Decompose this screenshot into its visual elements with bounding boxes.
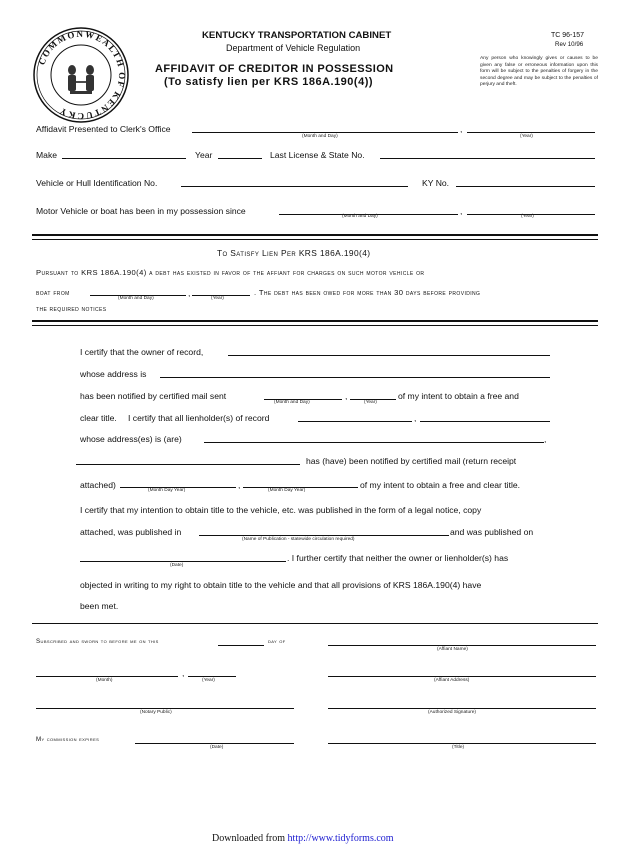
owner-label: I certify that the owner of record, <box>80 347 204 357</box>
intent-text-2: of my intent to obtain a free and clear title. <box>360 480 521 490</box>
month-day-year-caption: (Month Day Year) <box>148 488 186 493</box>
been-met-text: been met. <box>80 601 119 611</box>
divider <box>32 234 598 236</box>
comma: , <box>345 391 348 401</box>
penalty-notice: Any person who knowingly gives or causes to be given any false or erroneous information upon this form will be subject to the penalties of forgery in the second degree and may be subject to the penalties of perjury and theft. <box>480 56 598 88</box>
month-field[interactable] <box>36 676 178 677</box>
comma: , <box>188 288 191 298</box>
last-license-field[interactable] <box>380 158 595 159</box>
required-notices-text: the required notices <box>36 306 107 313</box>
revision: Rev 10/96 <box>555 41 584 48</box>
comma: , <box>414 413 417 423</box>
title-caption: (Title) <box>452 745 465 750</box>
section-heading: To Satisfy Lien Per KRS 186A.190(4) <box>217 248 371 258</box>
lienholders-label: I certify that all lienholder(s) of record <box>128 413 270 423</box>
notary-field[interactable] <box>36 708 294 709</box>
addresses-label: whose address(es) is (are) <box>80 434 182 444</box>
lienholder-address-field-2[interactable] <box>76 464 300 465</box>
address-label: whose address is <box>80 369 147 379</box>
objected-text: objected in writing to my right to obtain title to the vehicle and that all provisions of KRS 186A.190(4) have <box>80 580 482 590</box>
year-caption: (Year) <box>211 296 224 301</box>
further-certify-text: . I further certify that neither the owner or lienholder(s) has <box>287 553 509 563</box>
debt-owed-text: . The debt has been owed for more than 30 days before providing <box>254 288 481 297</box>
ky-no-label: KY No. <box>422 178 450 188</box>
title-field[interactable] <box>328 743 596 744</box>
attached-text: attached) <box>80 480 116 490</box>
owner-field[interactable] <box>228 355 550 356</box>
sig-year-field[interactable] <box>188 676 236 677</box>
month-day-year-caption: (Month Day Year) <box>268 488 306 493</box>
intent-text: of my intent to obtain a free and <box>398 391 519 401</box>
possession-label: Motor Vehicle or boat has been in my possession since <box>36 206 246 216</box>
year-caption: (Year) <box>521 214 534 219</box>
vin-field[interactable] <box>181 186 408 187</box>
year-caption: (Year) <box>202 678 215 683</box>
subscribed-text: Subscribed and sworn to before me on this <box>36 638 159 645</box>
lienholder-field-1[interactable] <box>298 421 412 422</box>
authorized-signature-field[interactable] <box>328 708 596 709</box>
month-day-caption: (Month and Day) <box>118 296 154 301</box>
affiant-name-caption: (Affiant Name) <box>437 647 468 652</box>
publication-field[interactable] <box>199 535 449 536</box>
month-day-caption: (Month and Day) <box>302 134 338 139</box>
date-caption: (Date) <box>170 563 184 568</box>
day-field[interactable] <box>218 645 264 646</box>
commission-text: My commission expires <box>36 736 100 743</box>
publication-caption: (Name of Publication - statewide circulation required) <box>242 537 355 542</box>
comma: , <box>238 480 241 490</box>
affidavit-month-day-field[interactable] <box>192 132 458 133</box>
make-label: Make <box>36 150 58 160</box>
ky-no-field[interactable] <box>456 186 595 187</box>
downloaded-from-text: Downloaded from <box>212 833 286 844</box>
day-of-text: day of <box>268 638 286 645</box>
published-in-label: attached, was published in <box>80 527 182 537</box>
footer-link[interactable]: http://www.tidyforms.com <box>287 833 394 844</box>
vin-label: Vehicle or Hull Identification No. <box>36 178 158 188</box>
comma: , <box>544 434 547 444</box>
make-field[interactable] <box>62 158 186 159</box>
affidavit-year-field[interactable] <box>467 132 595 133</box>
comma: , <box>460 206 463 216</box>
form-title: AFFIDAVIT OF CREDITOR IN POSSESSION <box>155 63 394 75</box>
year-field[interactable] <box>218 158 262 159</box>
comma: , <box>182 668 185 678</box>
divider <box>32 623 598 624</box>
month-caption: (Month) <box>96 678 113 683</box>
lienholder-address-field[interactable] <box>204 442 544 443</box>
lienholder-field-2[interactable] <box>420 421 550 422</box>
form-subtitle: (To satisfy lien per KRS 186A.190(4)) <box>164 76 374 88</box>
divider <box>32 325 598 326</box>
affidavit-label: Affidavit Presented to Clerk's Office <box>36 124 171 134</box>
divider <box>32 320 598 322</box>
notary-caption: (Notary Public) <box>140 710 172 715</box>
commission-date-field[interactable] <box>135 743 294 744</box>
affiant-address-caption: (Affiant Address) <box>434 678 470 683</box>
boat-from-label: boat from <box>36 288 70 297</box>
form-number: TC 96-157 <box>551 32 585 39</box>
affiant-name-field[interactable] <box>328 645 596 646</box>
year-caption: (Year) <box>364 400 377 405</box>
pursuant-text: Pursuant to KRS 186A.190(4) a debt has existed in favor of the affiant for charges on such motor vehicle or <box>36 268 425 277</box>
year-label: Year <box>195 150 213 160</box>
affiant-address-field[interactable] <box>328 676 596 677</box>
authorized-signature-caption: (Authorized Signature) <box>428 710 476 715</box>
footer-download <box>212 834 394 844</box>
svg-text:COMMONWEALTH OF KENTUCKY: COMMONWEALTH OF KENTUCKY <box>36 28 128 122</box>
owner-address-field[interactable] <box>160 377 550 378</box>
clear-title-text: clear title. <box>80 413 117 423</box>
date-caption: (Date) <box>210 745 224 750</box>
state-seal <box>32 26 130 124</box>
divider <box>32 239 598 240</box>
notified-label: has been notified by certified mail sent <box>80 391 227 401</box>
publication-date-field[interactable] <box>80 561 286 562</box>
published-on-label: and was published on <box>450 527 534 537</box>
month-day-caption: (Month and Day) <box>342 214 378 219</box>
department-name: Department of Vehicle Regulation <box>226 43 361 53</box>
month-day-caption: (Month and Day) <box>274 400 310 405</box>
have-been-text: has (have) been notified by certified mail (return receipt <box>306 456 517 466</box>
published-intent-text: I certify that my intention to obtain title to the vehicle, etc. was published in the form of a legal notice, copy <box>80 505 482 515</box>
cabinet-name: KENTUCKY TRANSPORTATION CABINET <box>202 30 392 41</box>
year-caption: (Year) <box>520 134 533 139</box>
comma: , <box>460 124 463 134</box>
last-license-label: Last License & State No. <box>270 150 365 160</box>
